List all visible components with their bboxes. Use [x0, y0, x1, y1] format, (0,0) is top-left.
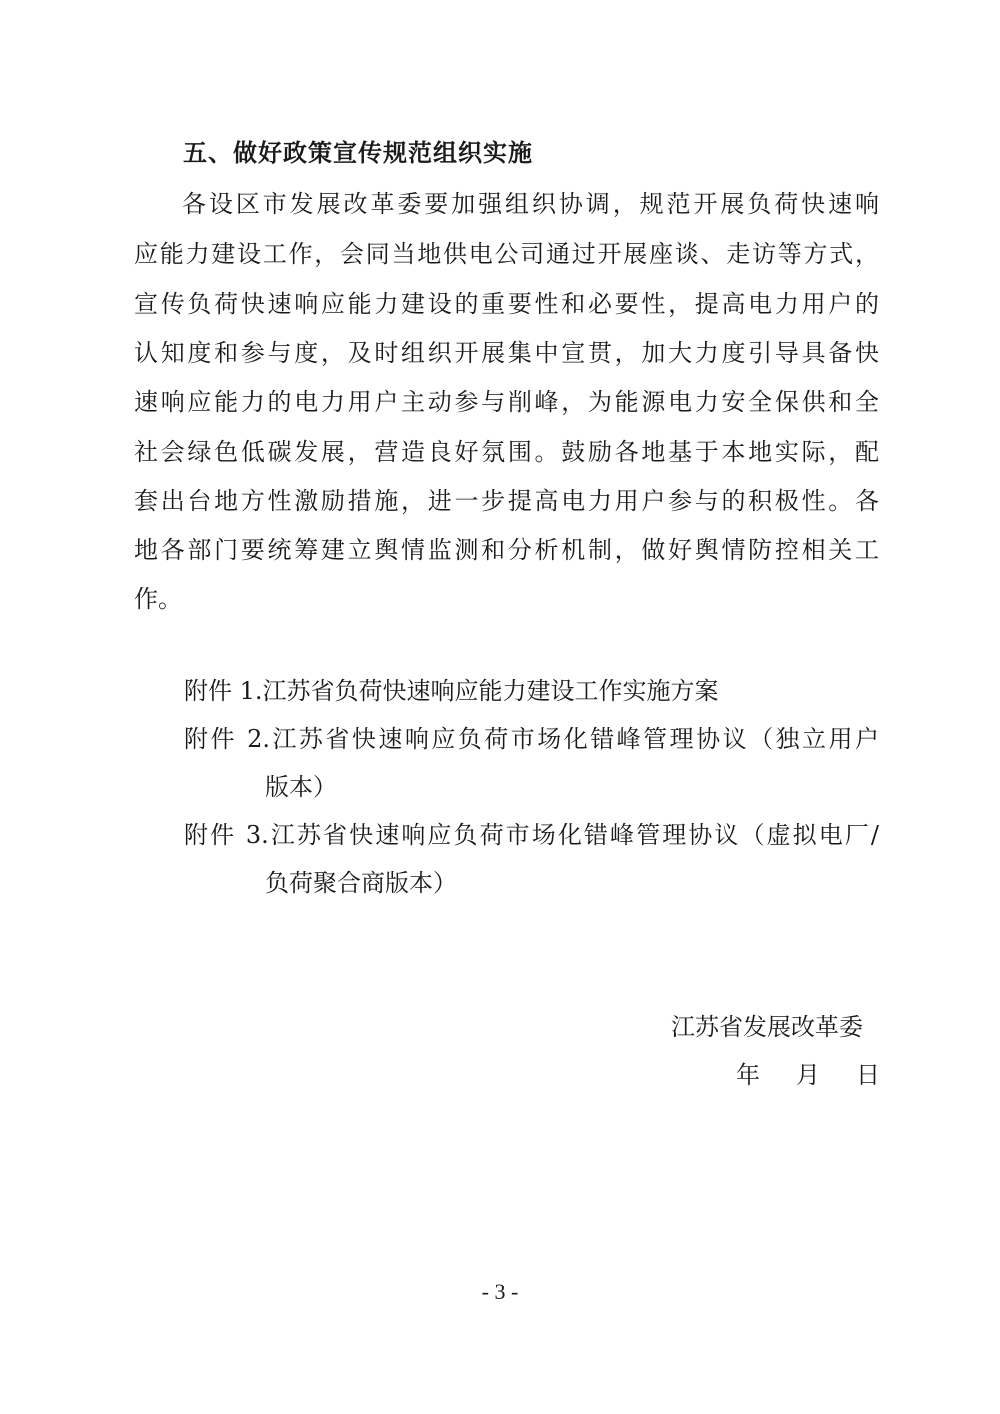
section-heading: 五、做好政策宣传规范组织实施 [183, 139, 533, 167]
attachment-2: 附件 2.江苏省快速响应负荷市场化错峰管理协议（独立用户 [184, 725, 879, 753]
body-line-4: 认知度和参与度，及时组织开展集中宣贯，加大力度引导具备快 [134, 339, 879, 367]
body-line-1: 各设区市发展改革委要加强组织协调，规范开展负荷快速响 [182, 190, 879, 218]
body-line-2: 应能力建设工作，会同当地供电公司通过开展座谈、走访等方式， [134, 240, 879, 268]
date-day: 日 [856, 1061, 880, 1089]
body-line-8: 地各部门要统筹建立舆情监测和分析机制，做好舆情防控相关工 [134, 536, 879, 564]
issuing-organization: 江苏省发展改革委 [671, 1013, 863, 1041]
attachment-3: 附件 3.江苏省快速响应负荷市场化错峰管理协议（虚拟电厂/ [184, 821, 879, 849]
body-line-3: 宣传负荷快速响应能力建设的重要性和必要性，提高电力用户的 [134, 290, 879, 318]
page-number: - 3 - [481, 1279, 519, 1304]
attachment-2-continued: 版本） [265, 773, 337, 801]
attachment-3-continued: 负荷聚合商版本） [265, 869, 457, 897]
date-line [736, 1063, 880, 1087]
date-year: 年 [736, 1061, 760, 1089]
body-line-9: 作。 [134, 585, 182, 613]
date-month: 月 [796, 1061, 820, 1089]
attachment-1: 附件 1.江苏省负荷快速响应能力建设工作实施方案 [184, 677, 719, 705]
body-line-7: 套出台地方性激励措施，进一步提高电力用户参与的积极性。各 [134, 487, 879, 515]
body-line-6: 社会绿色低碳发展，营造良好氛围。鼓励各地基于本地实际，配 [134, 438, 879, 466]
body-line-5: 速响应能力的电力用户主动参与削峰，为能源电力安全保供和全 [134, 388, 879, 416]
